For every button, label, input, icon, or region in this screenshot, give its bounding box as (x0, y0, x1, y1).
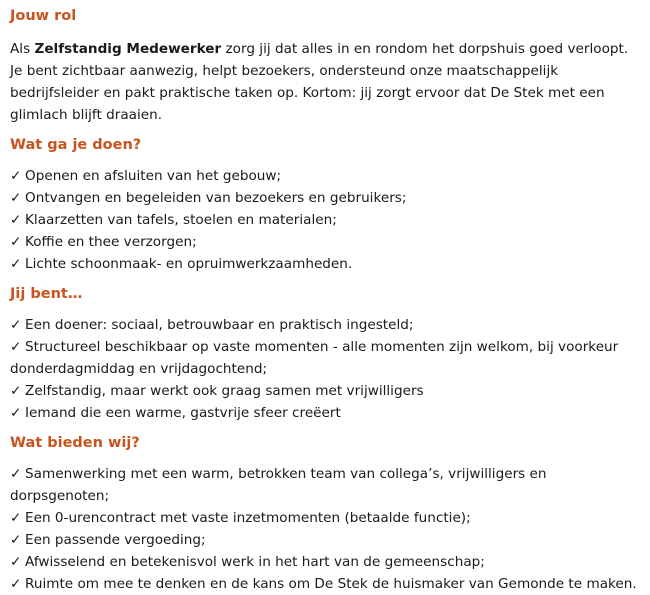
check-icon: ✓ (10, 256, 22, 272)
section-title-jouw-rol: Jouw rol (10, 8, 77, 24)
check-icon: ✓ (10, 383, 22, 399)
check-icon: ✓ (10, 510, 22, 526)
section-jij-bent (10, 284, 640, 424)
list-item (10, 507, 640, 529)
section-title-wat-bieden-wij: Wat bieden wij? (10, 435, 140, 451)
list-item-text: Een doener: sociaal, betrouwbaar en praktisch ingesteld; (25, 317, 414, 333)
list-item (10, 336, 640, 380)
list-item (10, 165, 640, 187)
check-icon: ✓ (10, 405, 22, 421)
list-item-text: Iemand die een warme, gastvrije sfeer creëert (25, 405, 341, 421)
list-item (10, 551, 640, 573)
check-icon: ✓ (10, 212, 22, 228)
list-item (10, 402, 640, 424)
check-icon: ✓ (10, 168, 22, 184)
check-icon: ✓ (10, 576, 22, 592)
list-item-text: Samenwerking met een warm, betrokken team van collega’s, vrijwilligers en dorpsgenoten; (10, 466, 547, 504)
list-item-text: Structureel beschikbaar op vaste momenten - alle momenten zijn welkom, bij voorkeur donderdagmiddag en vrijdagochtend; (10, 339, 619, 377)
list-item-text: Een 0-urencontract met vaste inzetmomenten (betaalde functie); (25, 510, 471, 526)
intro-rest: zorg jij dat alles in en rondom het dorpshuis goed verloopt. Je bent zichtbaar aanwezig, helpt bezoekers, ondersteund onze maatschappelijk bedrijfsleider en pakt praktische taken op. Kortom: jij zorgt ervoor dat De Stek met een glimlach blijft draaien. (10, 41, 629, 123)
list-item-text: Een passende vergoeding; (25, 532, 206, 548)
intro-role-name: Zelfstandig Medewerker (34, 41, 222, 57)
list-item-text: Zelfstandig, maar werkt ook graag samen met vrijwilligers (25, 383, 424, 399)
list-item (10, 529, 640, 551)
list-item (10, 314, 640, 336)
check-icon: ✓ (10, 339, 22, 355)
list-item (10, 463, 640, 507)
list-item (10, 187, 640, 209)
profile-list (10, 314, 640, 424)
list-item (10, 573, 640, 595)
list-item-text: Ruimte om mee te denken en de kans om De Stek de huismaker van Gemonde te maken. (25, 576, 637, 592)
section-jouw-rol (10, 6, 640, 126)
list-item-text: Openen en afsluiten van het gebouw; (25, 168, 282, 184)
check-icon: ✓ (10, 190, 22, 206)
list-item-text: Afwisselend en betekenisvol werk in het hart van de gemeenschap; (25, 554, 485, 570)
role-intro-paragraph (10, 38, 640, 126)
intro-prefix: Als (10, 41, 35, 57)
section-wat-ga-je-doen (10, 135, 640, 275)
section-title-wat-ga-je-doen: Wat ga je doen? (10, 137, 142, 153)
offer-list (10, 463, 640, 595)
list-item (10, 231, 640, 253)
section-title-jij-bent: Jij bent… (10, 286, 83, 302)
list-item (10, 253, 640, 275)
list-item (10, 209, 640, 231)
section-wat-bieden-wij (10, 433, 640, 595)
check-icon: ✓ (10, 234, 22, 250)
check-icon: ✓ (10, 554, 22, 570)
list-item (10, 380, 640, 402)
list-item-text: Lichte schoonmaak- en opruimwerkzaamheden. (25, 256, 353, 272)
check-icon: ✓ (10, 317, 22, 333)
task-list (10, 165, 640, 275)
check-icon: ✓ (10, 466, 22, 482)
list-item-text: Ontvangen en begeleiden van bezoekers en gebruikers; (25, 190, 407, 206)
check-icon: ✓ (10, 532, 22, 548)
list-item-text: Klaarzetten van tafels, stoelen en materialen; (25, 212, 337, 228)
list-item-text: Koffie en thee verzorgen; (25, 234, 197, 250)
